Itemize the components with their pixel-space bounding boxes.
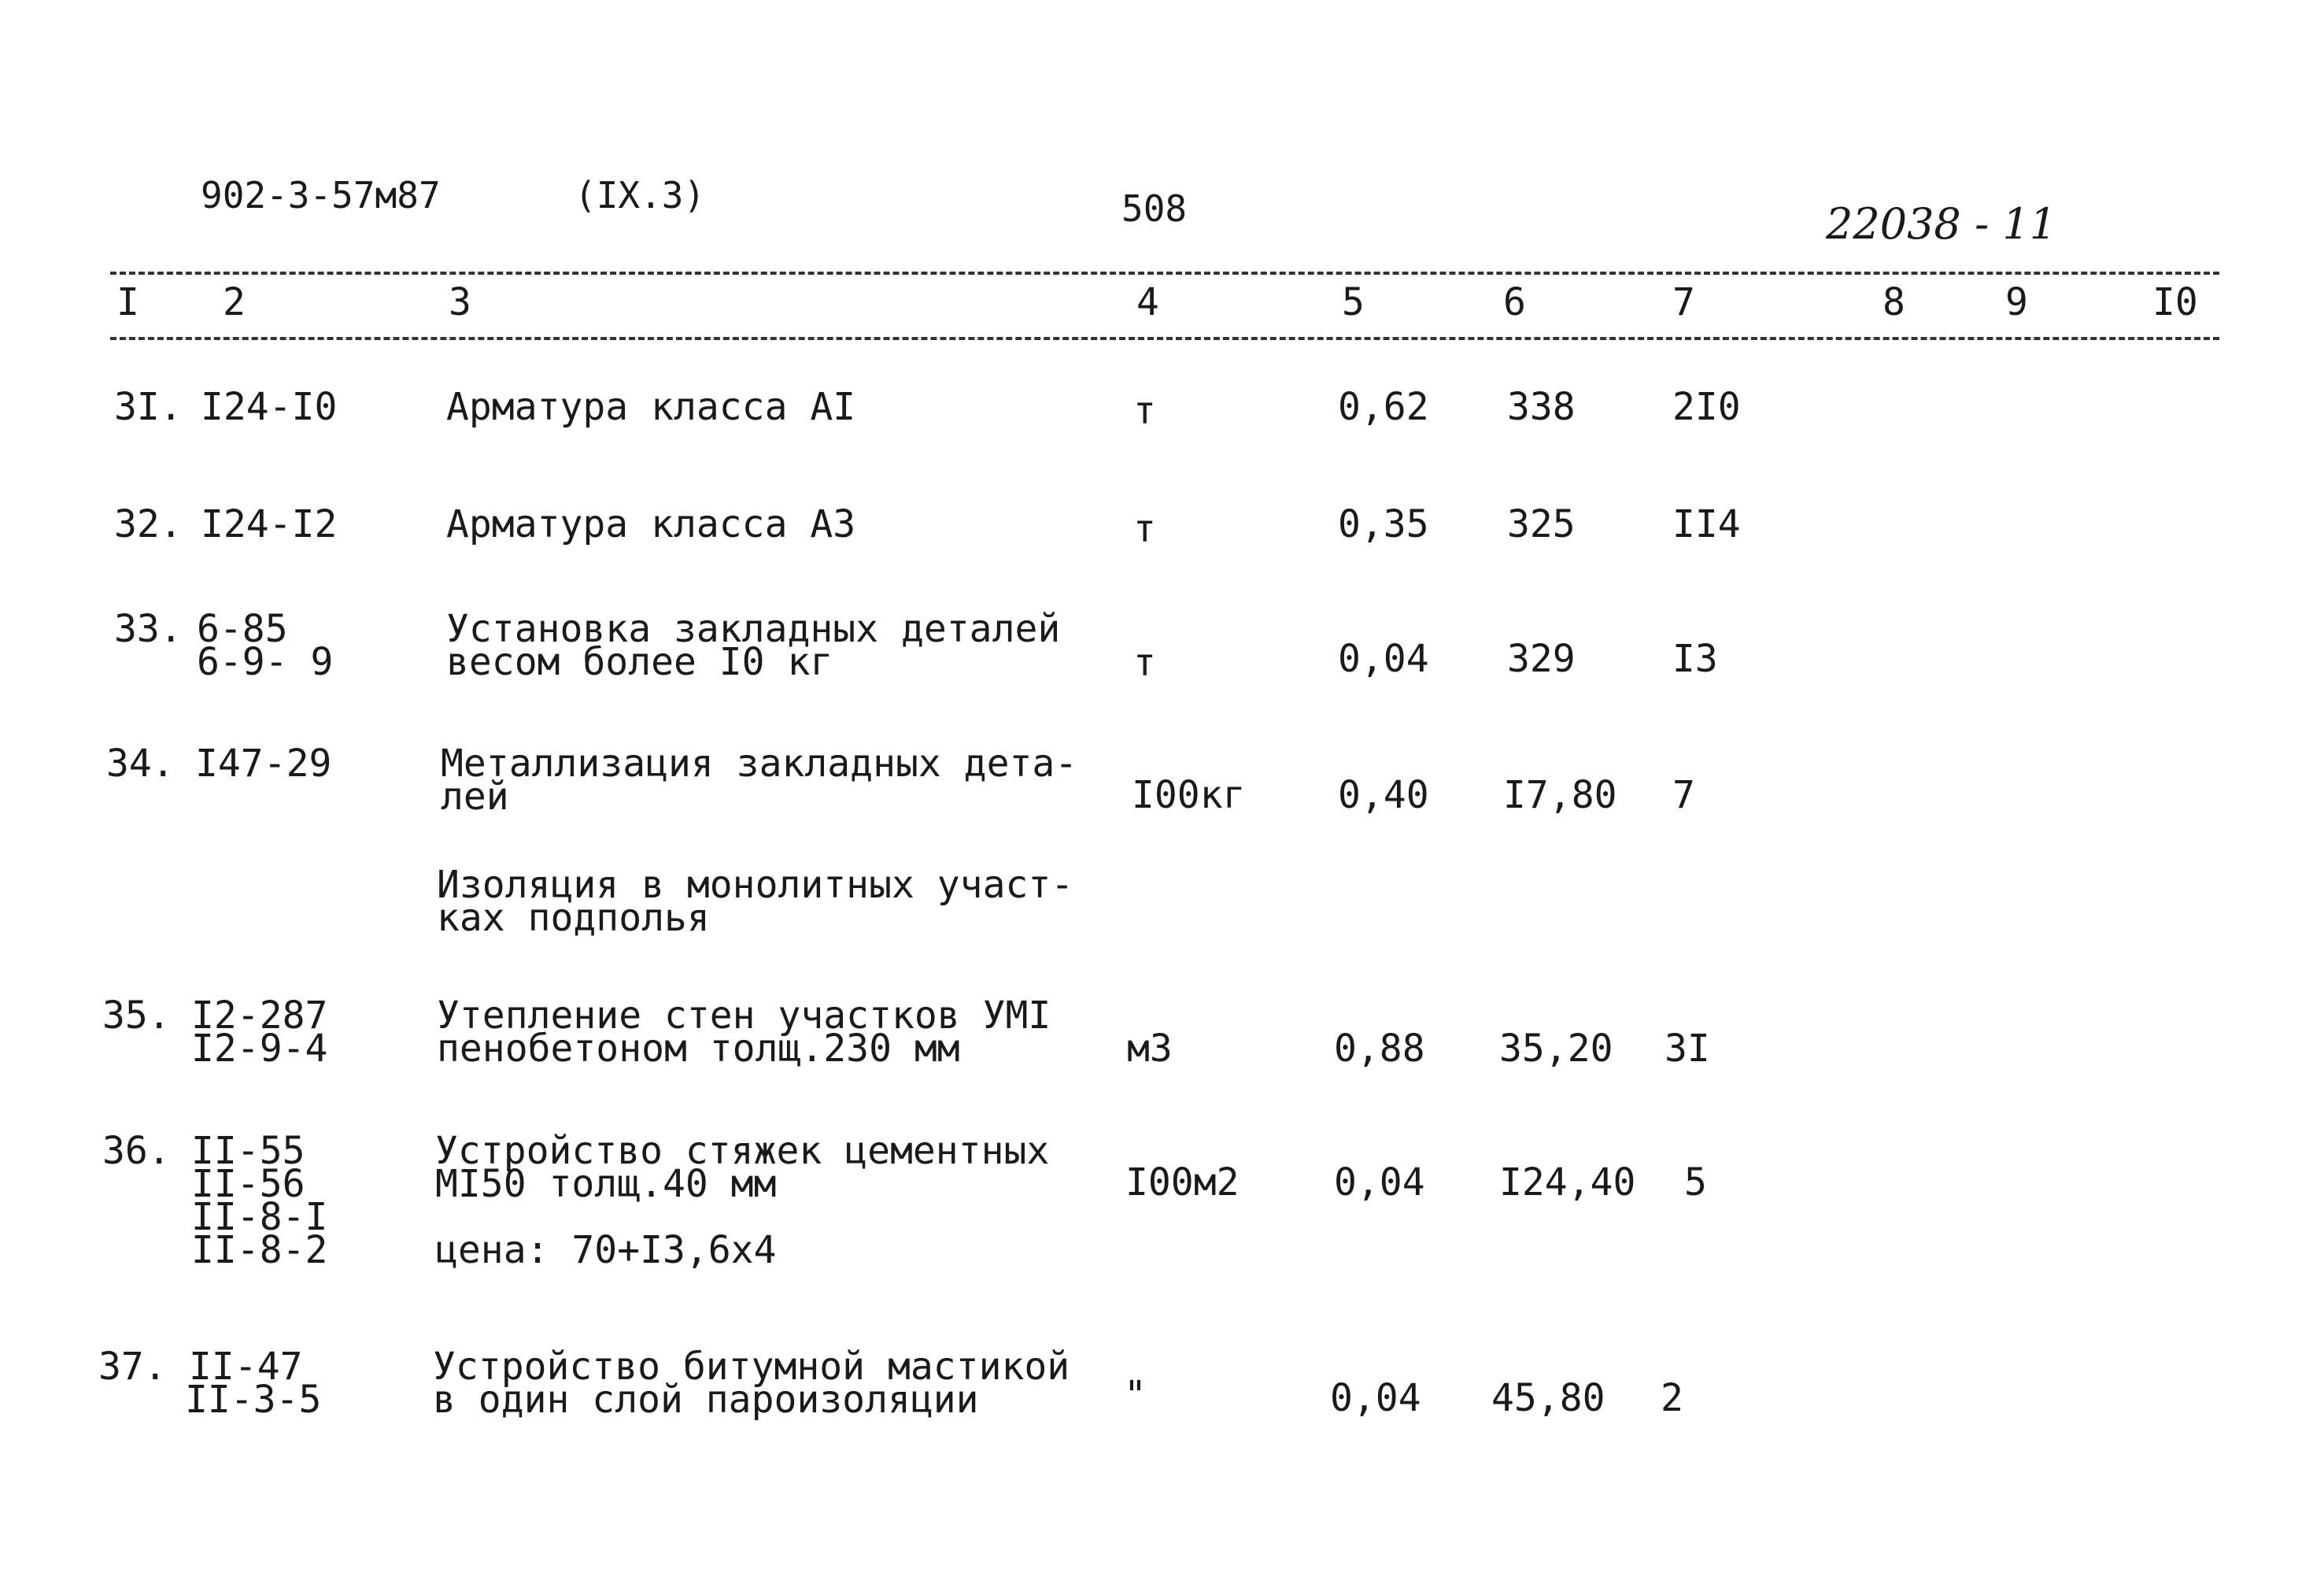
- row-quantity: 0,04: [1338, 637, 1429, 681]
- row-code: I2-9-4: [191, 1027, 328, 1071]
- row-description: в один слой пароизоляции: [433, 1378, 979, 1422]
- row-number: 35.: [102, 994, 171, 1038]
- row-total: 2I0: [1672, 385, 1741, 429]
- row-description: пенобетоном толщ.230 мм: [437, 1027, 960, 1071]
- row-code: II-8-2: [191, 1228, 328, 1272]
- column-header: 3: [449, 280, 471, 324]
- row-description: Арматура класса А3: [446, 502, 856, 546]
- column-header: I0: [2152, 280, 2198, 324]
- column-header: 7: [1672, 280, 1695, 324]
- row-number: 37.: [98, 1345, 167, 1389]
- row-price: 338: [1507, 385, 1576, 429]
- row-total: II4: [1672, 502, 1741, 546]
- row-unit: I00м2: [1125, 1160, 1240, 1204]
- row-number: 32.: [114, 502, 183, 546]
- row-code: 6-85: [197, 607, 288, 651]
- subheading-line: ках подполья: [437, 896, 710, 940]
- row-code: I47-29: [195, 742, 332, 786]
- row-total: I3: [1672, 637, 1718, 681]
- column-header: I: [116, 280, 139, 324]
- row-description: Устройство битумной мастикой: [433, 1345, 1070, 1389]
- row-code: 6-9- 9: [197, 640, 334, 684]
- row-quantity: 0,88: [1334, 1027, 1425, 1071]
- row-code: II-56: [191, 1162, 305, 1206]
- row-code: I2-287: [191, 994, 328, 1038]
- row-price: 45,80: [1491, 1376, 1605, 1420]
- row-total: 7: [1672, 773, 1695, 817]
- row-description: МI50 толщ.40 мм: [435, 1162, 777, 1206]
- row-code: II-8-I: [191, 1195, 328, 1239]
- row-unit: м3: [1127, 1027, 1173, 1071]
- section-number: (IХ.3): [575, 174, 706, 216]
- row-price: I24,40: [1499, 1160, 1636, 1204]
- row-quantity: 0,35: [1338, 502, 1429, 546]
- row-total: 5: [1684, 1160, 1707, 1204]
- column-header: 6: [1503, 280, 1526, 324]
- row-price: I7,80: [1503, 773, 1617, 817]
- header-bottom-rule: [110, 337, 2219, 340]
- row-quantity: 0,62: [1338, 385, 1429, 429]
- row-description: Утепление стен участков УМI: [437, 994, 1051, 1038]
- row-quantity: 0,40: [1338, 773, 1429, 817]
- row-unit: т: [1133, 507, 1156, 551]
- row-unit: ": [1124, 1373, 1147, 1417]
- row-code: I24-I0: [201, 385, 338, 429]
- row-number: 33.: [114, 607, 183, 651]
- column-header: 4: [1136, 280, 1159, 324]
- column-header: 5: [1342, 280, 1365, 324]
- row-price: 329: [1507, 637, 1576, 681]
- row-code: I24-I2: [201, 502, 338, 546]
- page-number: 508: [1121, 187, 1188, 230]
- row-code: II-47: [189, 1345, 303, 1389]
- subheading-line: Изоляция в монолитных участ-: [437, 863, 1074, 907]
- row-description: Устройство стяжек цементных: [435, 1129, 1050, 1173]
- row-description: Арматура класса АI: [446, 385, 856, 429]
- row-unit: т: [1133, 389, 1156, 433]
- header-top-rule: [110, 272, 2219, 275]
- column-header: 2: [223, 280, 246, 324]
- row-number: 34.: [106, 742, 175, 786]
- row-price: 325: [1507, 502, 1576, 546]
- column-header: 8: [1882, 280, 1905, 324]
- row-quantity: 0,04: [1330, 1376, 1421, 1420]
- row-description: весом более I0 кг: [446, 640, 833, 684]
- row-code: II-3-5: [185, 1378, 322, 1422]
- price-note: цена: 70+I3,6х4: [435, 1228, 777, 1272]
- row-number: 36.: [102, 1129, 171, 1173]
- row-description: Металлизация закладных дета-: [441, 742, 1078, 786]
- row-description: Установка закладных деталей: [446, 607, 1061, 651]
- row-price: 35,20: [1499, 1027, 1613, 1071]
- row-code: II-55: [191, 1129, 305, 1173]
- archive-stamp: 22038 - 11: [1826, 199, 2057, 249]
- column-header: 9: [2005, 280, 2028, 324]
- row-total: 3I: [1664, 1027, 1710, 1071]
- document-code: 902-3-57м87: [201, 174, 441, 216]
- row-quantity: 0,04: [1334, 1160, 1425, 1204]
- row-unit: т: [1133, 641, 1156, 685]
- row-description: лей: [441, 775, 509, 819]
- row-total: 2: [1661, 1376, 1683, 1420]
- row-unit: I00кг: [1132, 773, 1246, 817]
- row-number: 3I.: [114, 385, 183, 429]
